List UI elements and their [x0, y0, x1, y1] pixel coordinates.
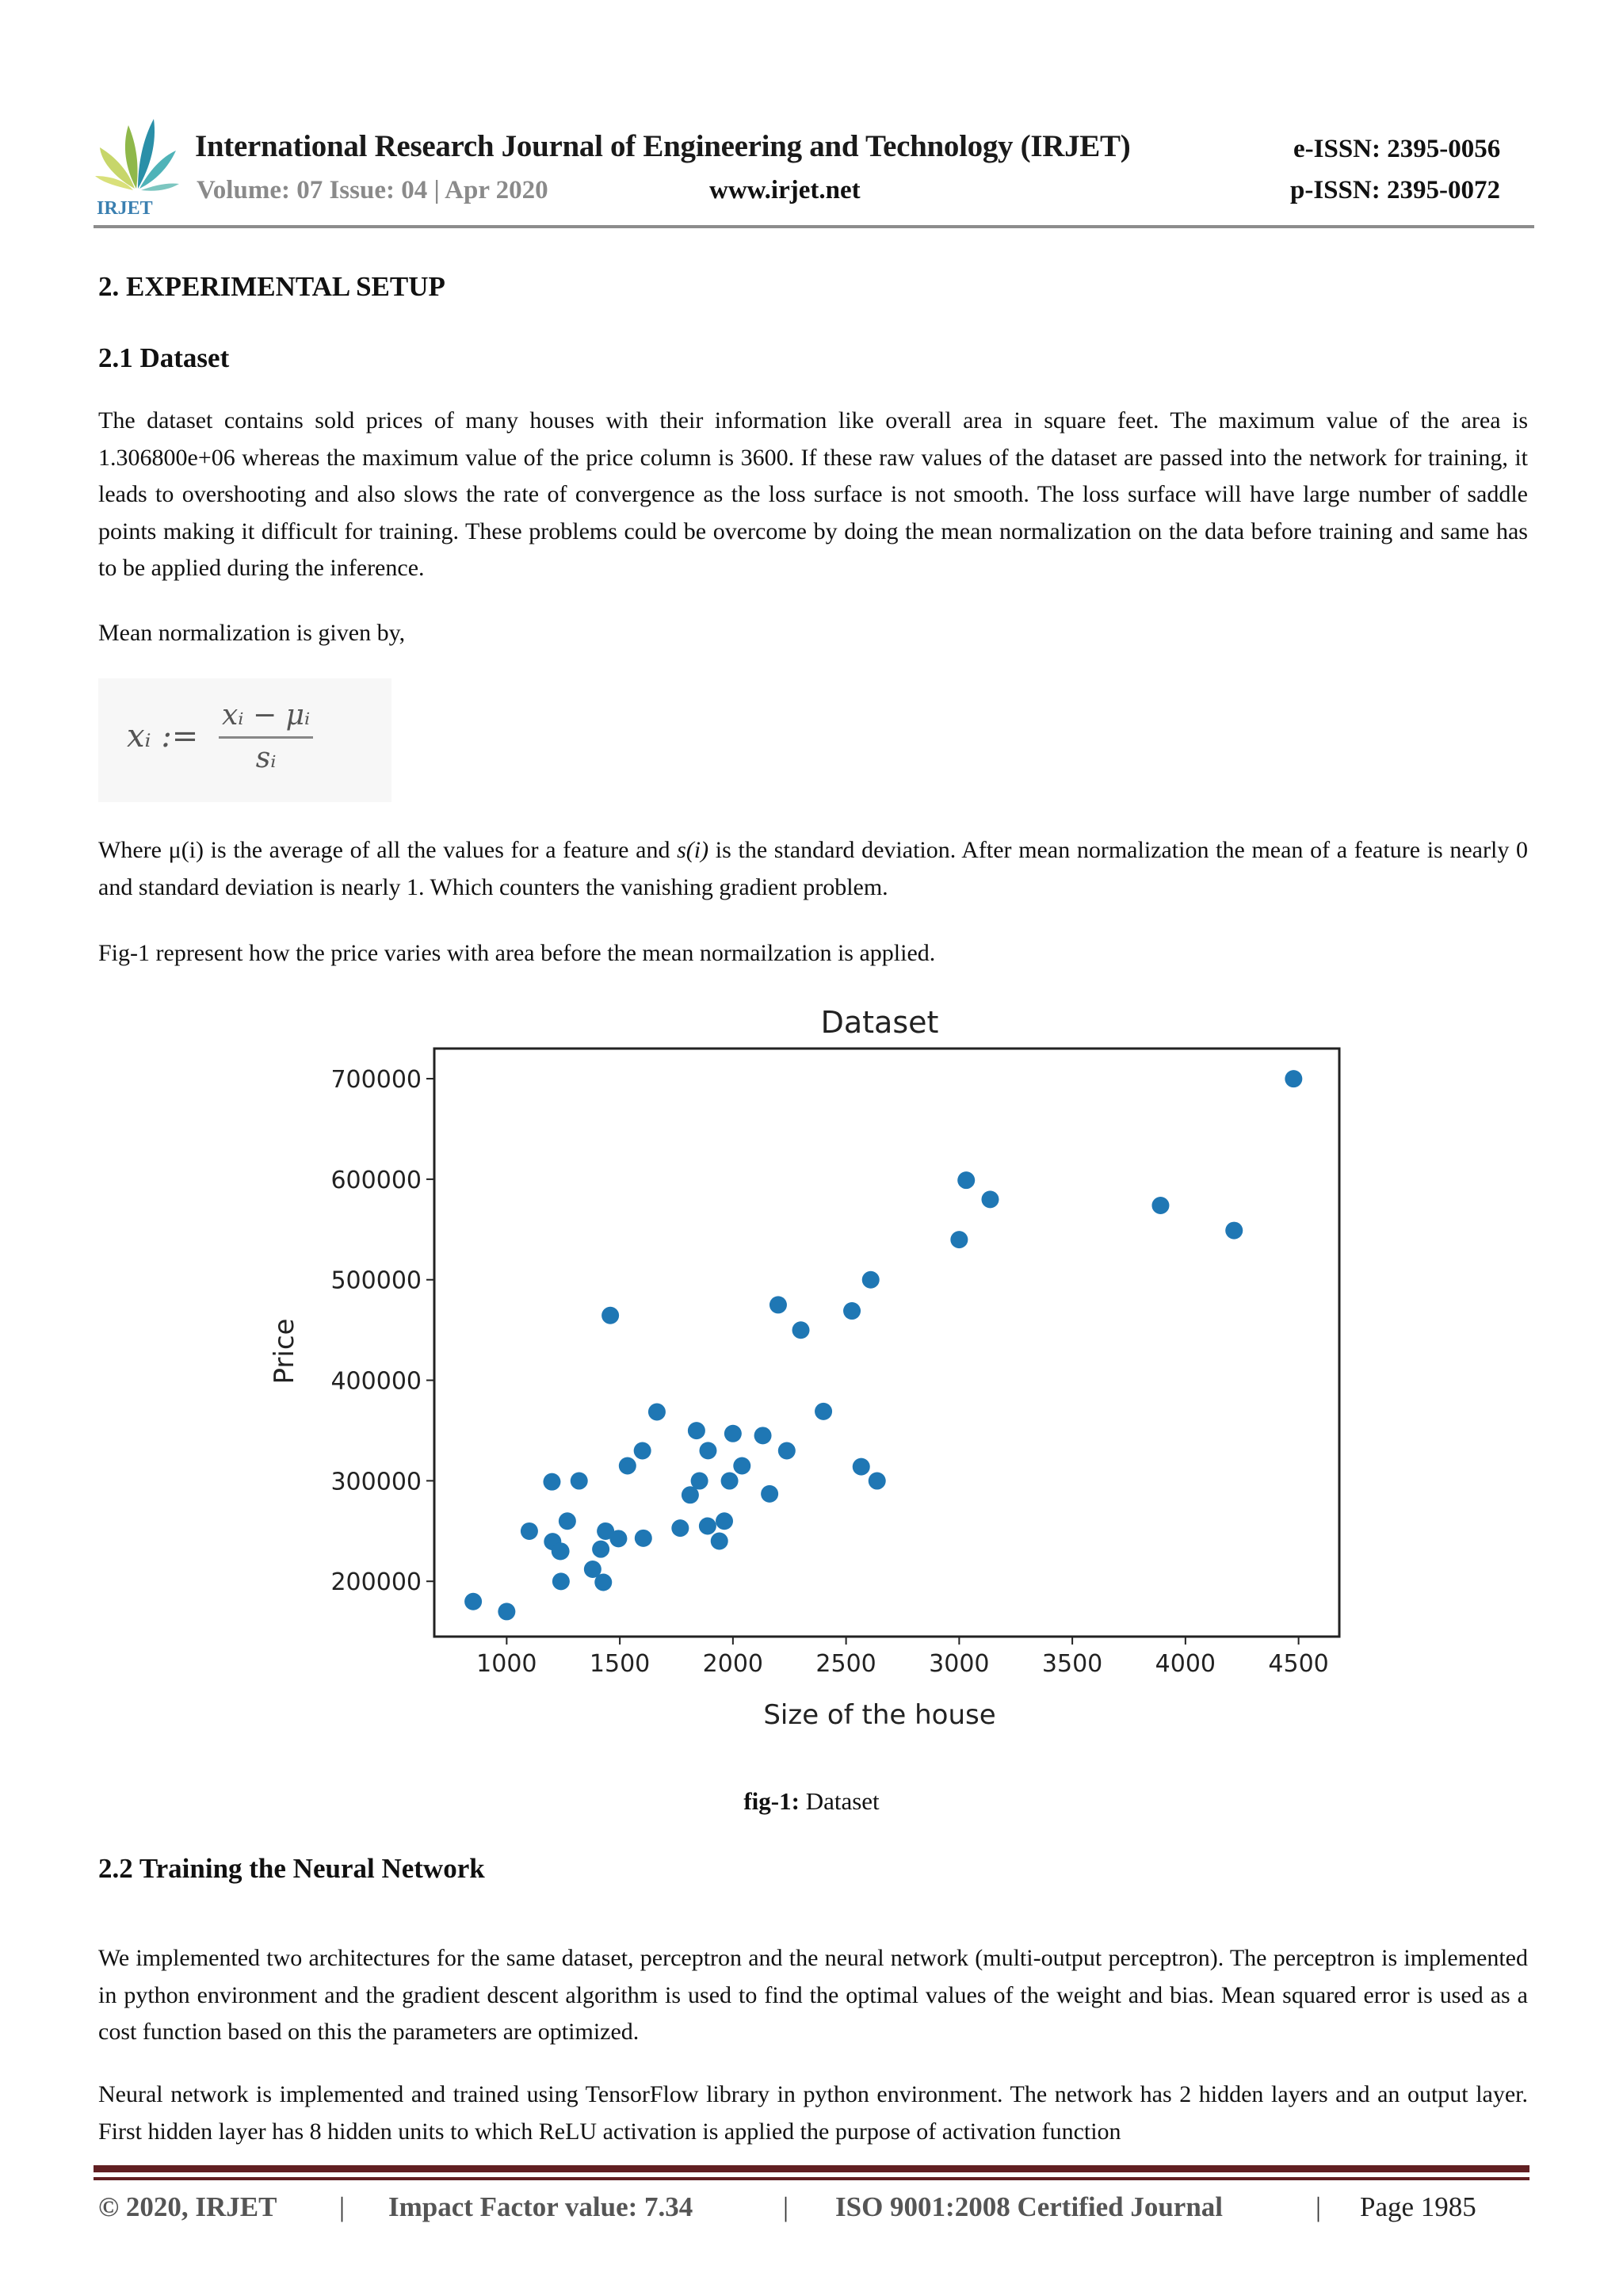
data-point-marker [1225, 1222, 1243, 1240]
dataset-paragraph: The dataset contains sold prices of many houses with their information like overall area in square feet. The maximum value of the area is 1.306800e+06 whereas the maximum value of the price column is 3600. If these raw values of the dataset are passed into the network for training, it leads to overshooting and also slows the rate of convergence as the loss surface is not smooth. The loss surface will have large number of saddle points making it difficult for training. These problems could be overcome by doing the mean normalization on the data before training and same has to be applied during the inference. [98, 407, 1528, 581]
y-tick-label: 400000 [330, 1367, 422, 1396]
training-paragraph-2: Neural network is implemented and trained using TensorFlow library in python environment. The network has 2 hidden layers and an output layer. First hidden layer has 8 hidden units to which ReLU activation is applied the purpose of activation function [98, 2081, 1528, 2145]
data-point-marker [671, 1519, 689, 1537]
data-point-marker [699, 1442, 716, 1459]
data-point-marker [552, 1542, 570, 1560]
svg-text:IRJET: IRJET [97, 198, 153, 217]
journal-website-link[interactable]: www.irjet.net [709, 176, 861, 204]
y-tick-label: 300000 [330, 1468, 422, 1496]
data-point-marker [724, 1425, 742, 1442]
caption-label: fig-1: [743, 1787, 800, 1815]
explanation-text-a: Where μ(i) is the average of all the values for a feature and [98, 837, 678, 863]
y-axis-ticks [330, 1066, 434, 1596]
data-point-marker [716, 1512, 733, 1530]
formula-lhs: xᵢ := [127, 718, 199, 755]
y-tick-label: 200000 [330, 1568, 422, 1597]
footer-impact-factor: Impact Factor value: 7.34 [388, 2191, 693, 2222]
formula-numerator: xᵢ − μᵢ [219, 699, 313, 739]
data-point-marker [1285, 1070, 1302, 1087]
scatter-plot [198, 987, 1403, 1771]
footer-iso-certification: ISO 9001:2008 Certified Journal [835, 2191, 1224, 2222]
p-issn: p-ISSN: 2395-0072 [1290, 176, 1500, 204]
y-tick-label: 600000 [330, 1166, 422, 1194]
dataset-scatter-chart [198, 987, 1403, 1771]
explanation-text-b: is the standard deviation. After mean normalization the mean of a feature is nearly 0 and standard deviation is nearly 1. Which counters the vanishing gradient problem. [98, 837, 1528, 900]
data-point-marker [559, 1512, 576, 1530]
data-point-marker [792, 1321, 810, 1339]
data-point-marker [635, 1530, 652, 1547]
data-point-marker [592, 1541, 609, 1558]
formula-fraction [219, 699, 313, 774]
y-axis-label: Price [269, 1318, 300, 1385]
data-point-marker [733, 1457, 750, 1475]
x-tick-label: 4500 [1268, 1650, 1329, 1678]
x-tick-label: 3500 [1041, 1650, 1103, 1678]
data-point-marker [634, 1442, 651, 1459]
data-point-marker [688, 1422, 705, 1439]
subsection-heading-dataset: 2.1 Dataset [98, 342, 230, 373]
data-point-marker [691, 1473, 708, 1490]
x-tick-label: 2500 [815, 1650, 876, 1678]
data-point-marker [1151, 1197, 1169, 1214]
irjet-logo [94, 116, 181, 217]
data-point-marker [571, 1473, 588, 1490]
explanation-emphasis: s(i) [677, 837, 709, 863]
data-point-marker [721, 1473, 739, 1490]
chart-title: Dataset [820, 1005, 939, 1040]
x-tick-label: 3000 [929, 1650, 990, 1678]
subsection-heading-training: 2.2 Training the Neural Network [98, 1853, 485, 1884]
x-tick-label: 4000 [1155, 1650, 1216, 1678]
data-point-marker [843, 1302, 861, 1320]
data-point-marker [601, 1307, 619, 1324]
data-point-marker [981, 1190, 999, 1208]
mean-normalization-formula [98, 678, 391, 802]
x-tick-label: 1000 [476, 1650, 537, 1678]
section-heading: 2. EXPERIMENTAL SETUP [98, 271, 445, 302]
data-point-marker [950, 1231, 968, 1248]
data-point-marker [957, 1171, 975, 1189]
data-point-marker [869, 1473, 886, 1490]
header-divider [94, 225, 1534, 228]
footer-bar-thin [94, 2177, 1529, 2180]
data-point-marker [754, 1427, 772, 1444]
journal-title: International Research Journal of Engineering and Technology (IRJET) [195, 129, 1131, 163]
data-point-marker [594, 1574, 612, 1591]
footer-bar [94, 2165, 1529, 2172]
e-issn: e-ISSN: 2395-0056 [1293, 135, 1501, 163]
data-point-marker [619, 1457, 636, 1475]
data-point-marker [711, 1533, 728, 1550]
x-axis-label: Size of the house [763, 1699, 996, 1731]
formula-denominator: sᵢ [255, 742, 277, 774]
footer-copyright: © 2020, IRJET [98, 2191, 277, 2222]
figure-reference-paragraph: Fig-1 represent how the price varies with area before the mean normailzation is applied. [98, 940, 936, 966]
data-point-marker [521, 1522, 538, 1540]
data-point-marker [552, 1572, 570, 1590]
y-tick-label: 500000 [330, 1266, 422, 1295]
footer-separator: | [1316, 2191, 1322, 2222]
data-point-marker [543, 1473, 560, 1491]
training-paragraph-1: We implemented two architectures for the same dataset, perceptron and the neural network (multi-output perceptron). The perceptron is implemented in python environment and the gradient descent algorithm is used to find the optimal values of the weight and bias. Mean squared error is used as a cost function based on this the parameters are optimized. [98, 1945, 1528, 2045]
figure-caption [0, 1787, 1623, 1816]
data-point-marker [699, 1517, 716, 1534]
caption-text: Dataset [799, 1787, 880, 1815]
data-point-marker [853, 1458, 870, 1476]
data-point-marker [778, 1442, 796, 1459]
plot-area-frame [434, 1049, 1339, 1637]
x-tick-label: 1500 [589, 1650, 651, 1678]
data-point-marker [761, 1485, 778, 1503]
data-point-marker [769, 1296, 787, 1313]
x-tick-label: 2000 [702, 1650, 764, 1678]
data-point-marker [464, 1593, 482, 1610]
data-point-marker [815, 1403, 832, 1420]
data-point-marker [498, 1603, 515, 1620]
data-point-marker [648, 1404, 666, 1421]
x-axis-ticks [476, 1637, 1329, 1678]
volume-issue: Volume: 07 Issue: 04 | Apr 2020 [197, 176, 548, 204]
data-point-marker [862, 1271, 880, 1289]
mean-normalization-intro: Mean normalization is given by, [98, 620, 406, 646]
footer-separator: | [339, 2191, 346, 2222]
leaf-logo-icon [94, 116, 181, 217]
data-points [464, 1070, 1302, 1620]
data-point-marker [609, 1530, 627, 1547]
footer-separator: | [783, 2191, 789, 2222]
y-tick-label: 700000 [330, 1066, 422, 1095]
formula-explanation [98, 832, 1528, 906]
footer-page-number: Page 1985 [1360, 2191, 1476, 2222]
